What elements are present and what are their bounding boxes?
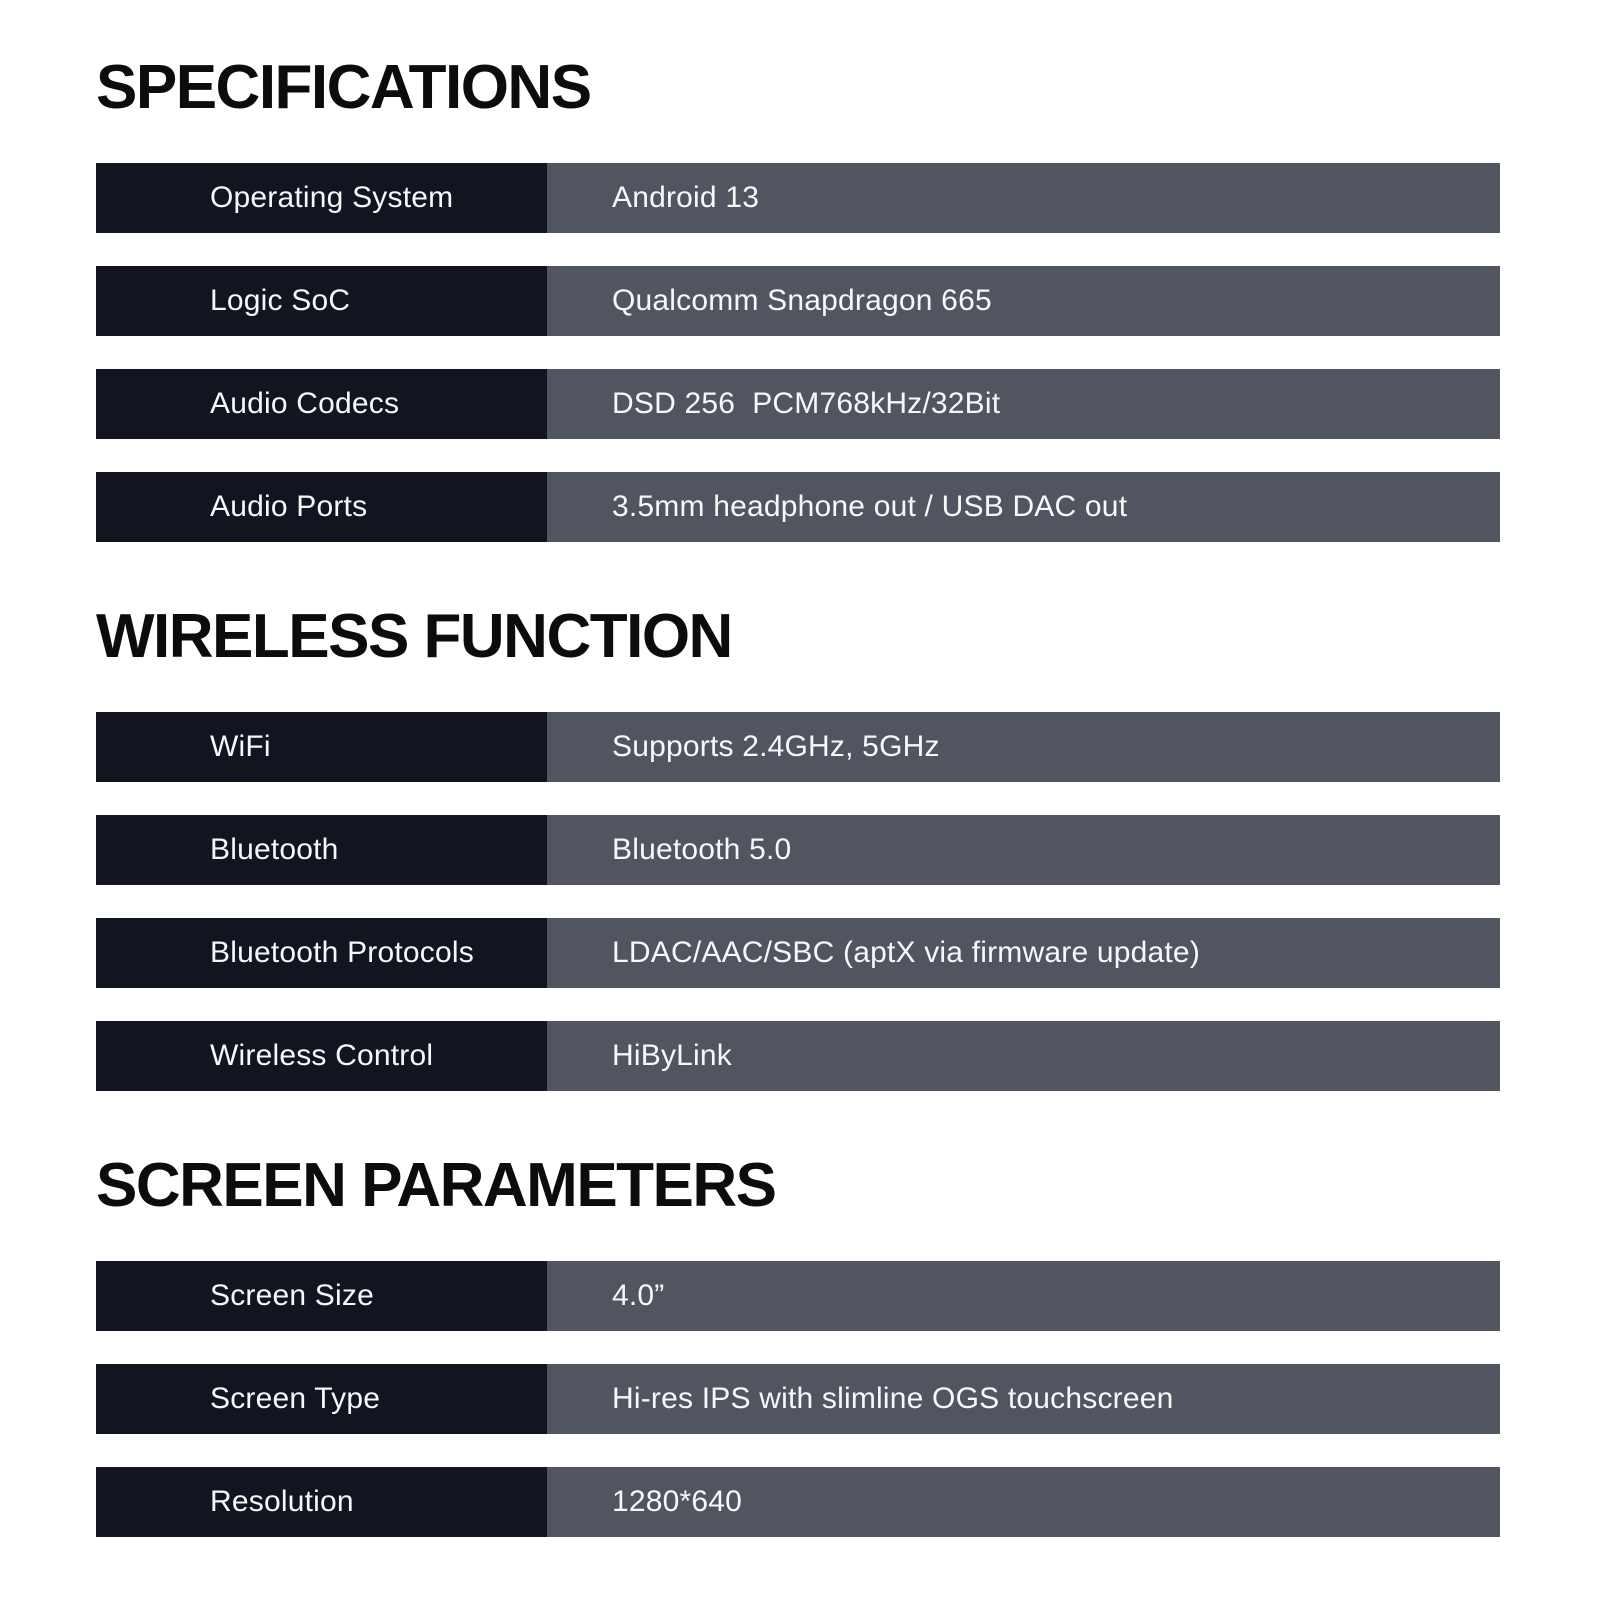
spec-value-text: Hi-res IPS with slimline OGS touchscreen bbox=[612, 1382, 1174, 1415]
spec-value-cell bbox=[547, 163, 1500, 233]
spec-label-cell bbox=[96, 1467, 547, 1537]
spec-label-text: Logic SoC bbox=[210, 284, 351, 317]
section-wireless-function bbox=[96, 604, 1500, 1091]
spec-label-cell bbox=[96, 163, 547, 233]
spec-table bbox=[96, 712, 1500, 1091]
section-specifications bbox=[96, 55, 1500, 542]
spec-label-cell bbox=[96, 369, 547, 439]
table-row bbox=[96, 1364, 1500, 1434]
spec-value-cell bbox=[547, 1261, 1500, 1331]
spec-label-cell bbox=[96, 472, 547, 542]
table-row bbox=[96, 472, 1500, 542]
spec-label-text: Screen Size bbox=[210, 1279, 374, 1312]
spec-label-text: Wireless Control bbox=[210, 1039, 434, 1072]
table-row bbox=[96, 266, 1500, 336]
spec-value-cell bbox=[547, 712, 1500, 782]
spec-value-text: Qualcomm Snapdragon 665 bbox=[612, 284, 992, 317]
spec-label-cell bbox=[96, 1021, 547, 1091]
spec-label-cell bbox=[96, 1261, 547, 1331]
section-title: SCREEN PARAMETERS bbox=[96, 1151, 776, 1220]
spec-value-text: 4.0” bbox=[612, 1279, 665, 1312]
spec-value-cell bbox=[547, 472, 1500, 542]
spec-value-cell bbox=[547, 815, 1500, 885]
spec-label-text: Operating System bbox=[210, 181, 454, 214]
spec-value-cell bbox=[547, 266, 1500, 336]
spec-value-cell bbox=[547, 1467, 1500, 1537]
spec-label-cell bbox=[96, 1364, 547, 1434]
spec-value-text: Android 13 bbox=[612, 181, 760, 214]
table-row bbox=[96, 1467, 1500, 1537]
spec-label-text: Bluetooth bbox=[210, 833, 339, 866]
spec-value-text: DSD 256 PCM768kHz/32Bit bbox=[612, 387, 1001, 420]
spec-value-text: LDAC/AAC/SBC (aptX via firmware update) bbox=[612, 936, 1201, 969]
spec-value-cell bbox=[547, 1021, 1500, 1091]
spec-table bbox=[96, 1261, 1500, 1537]
spec-value-cell bbox=[547, 918, 1500, 988]
spec-label-text: WiFi bbox=[210, 730, 271, 763]
spec-label-text: Audio Ports bbox=[210, 490, 368, 523]
table-row bbox=[96, 712, 1500, 782]
table-row bbox=[96, 369, 1500, 439]
spec-label-text: Bluetooth Protocols bbox=[210, 936, 474, 969]
spec-value-text: Bluetooth 5.0 bbox=[612, 833, 792, 866]
table-row bbox=[96, 1021, 1500, 1091]
spec-label-text: Screen Type bbox=[210, 1382, 381, 1415]
section-title: SPECIFICATIONS bbox=[96, 53, 591, 122]
spec-label-text: Audio Codecs bbox=[210, 387, 400, 420]
spec-value-text: 1280*640 bbox=[612, 1485, 743, 1518]
spec-label-cell bbox=[96, 266, 547, 336]
table-row bbox=[96, 163, 1500, 233]
spec-label-cell bbox=[96, 918, 547, 988]
spec-value-cell bbox=[547, 369, 1500, 439]
spec-value-text: 3.5mm headphone out / USB DAC out bbox=[612, 490, 1128, 523]
table-row bbox=[96, 815, 1500, 885]
table-row bbox=[96, 918, 1500, 988]
spec-value-cell bbox=[547, 1364, 1500, 1434]
spec-value-text: Supports 2.4GHz, 5GHz bbox=[612, 730, 940, 763]
spec-label-cell bbox=[96, 815, 547, 885]
spec-value-text: HiByLink bbox=[612, 1039, 732, 1072]
spec-label-cell bbox=[96, 712, 547, 782]
spec-table bbox=[96, 163, 1500, 542]
table-row bbox=[96, 1261, 1500, 1331]
section-screen-parameters bbox=[96, 1153, 1500, 1537]
section-title: WIRELESS FUNCTION bbox=[96, 602, 732, 671]
spec-label-text: Resolution bbox=[210, 1485, 354, 1518]
